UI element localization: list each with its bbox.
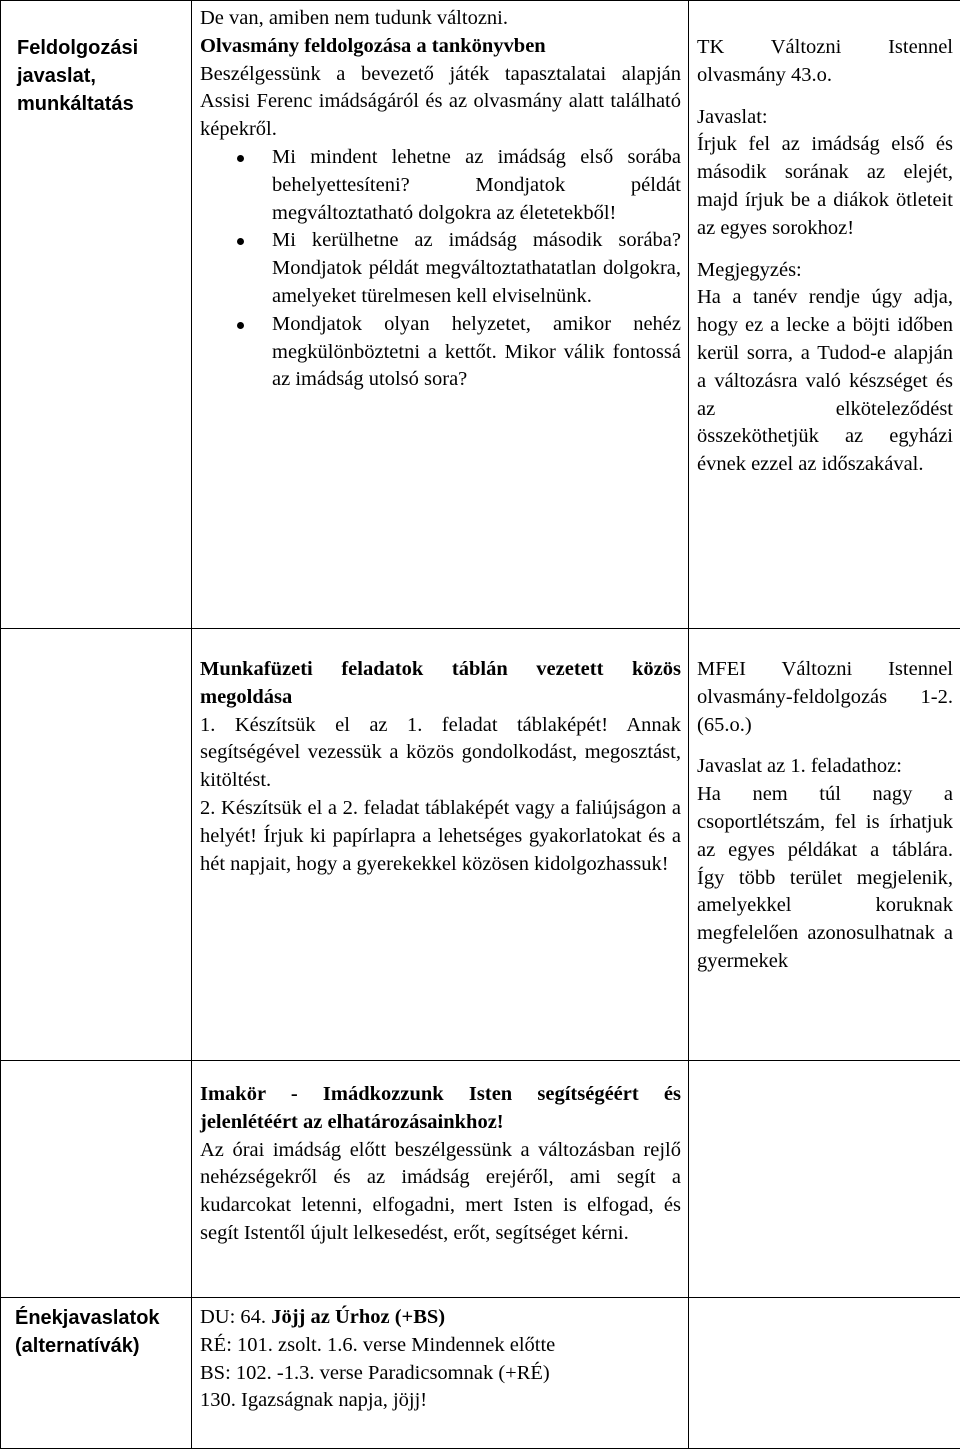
notes-cell — [689, 1298, 960, 1449]
textbook-reference: TK Változni Istennel olvasmány 43.o. — [697, 36, 953, 86]
task-item-2: 2. Készítsük el a 2. feladat táblaképét vagy a faliújságon a helyét! Írjuk ki papírlapra a lehetséges gyakorlatokat és a hét napjait, hogy a gyerekekkel közösen kidolgozhassuk! — [200, 796, 681, 875]
intro-paragraph: Beszélgessünk a bevezető játék tapasztalatai alapján Assisi Ferenc imádságáról és az olvasmány alatt található képekről. — [200, 62, 681, 141]
content-cell — [192, 1061, 689, 1298]
row-label-feldolgozas: Feldolgozási javaslat, munkáltatás — [17, 37, 139, 115]
row-imakor — [1, 1061, 960, 1298]
song-list — [192, 1298, 688, 1415]
megjegyzes-text: Ha a tanév rendje úgy adja, hogy ez a lecke a böjti időben kerül sorra, a Tudod-e alapján a változásra való készséget és az elköteleződést összeköthetjük az egyházi évnek ezzel az időszakával. — [697, 286, 953, 476]
label-cell — [1, 1298, 192, 1449]
row-label-enekjavaslatok: Énekjavaslatok (alternatívák) — [15, 1307, 160, 1357]
list-item: Mi mindent lehetne az imádság első sorába behelyettesíteni? Mondjatok példát megváltoztatható dolgokra az életetekből! — [272, 144, 681, 227]
content-cell — [192, 1, 689, 629]
question-list — [200, 144, 681, 394]
row-feldolgozas — [1, 1, 960, 629]
javaslat-text: Írjuk fel az imádság első és második sorának az elejét, majd írjuk be a diákok ötleteit az egyes sorokhoz! — [697, 133, 953, 239]
notes-cell — [689, 1, 960, 629]
row-enekjavaslatok — [1, 1298, 960, 1449]
javaslat-text: Ha nem túl nagy a csoportlétszám, fel is írhatjuk az egyes példákat a táblára. Így több terület megjelenik, amelyekkel koruknak megfelelően azonosulhatnak a gyermekek — [697, 783, 953, 972]
song-item: DU: 64. Jöjj az Úrhoz (+BS) — [200, 1306, 446, 1328]
megjegyzes-label: Megjegyzés: — [697, 258, 802, 281]
task-item-1: 1. Készítsük el az 1. feladat táblaképét! Annak segítségével vezessük a közös gondolkodást, megosztást, kitöltést. — [200, 713, 681, 792]
label-cell — [1, 1, 192, 629]
list-item: Mondjatok olyan helyzetet, amikor nehéz megkülönböztetni a kettőt. Mikor válik fontossá az imádság utolsó sora? — [272, 311, 681, 394]
javaslat-label: Javaslat az 1. feladathoz: — [697, 755, 902, 778]
bullet-icon — [237, 322, 244, 329]
section-heading: Olvasmány feldolgozása a tankönyvben — [200, 34, 546, 57]
notes-cell — [689, 629, 960, 1061]
notes-cell — [689, 1061, 960, 1298]
row-munkafuzet — [1, 629, 960, 1061]
song-item: BS: 102. -1.3. verse Paradicsomnak (+RÉ) — [200, 1361, 550, 1384]
workbook-reference: MFEI Változni Istennel olvasmány-feldolgozás 1-2. (65.o.) — [697, 658, 953, 736]
section-heading: Munkafüzeti feladatok táblán vezetett közös megoldása — [200, 658, 681, 708]
section-heading: Imakör - Imádkozzunk Isten segítségéért és jelenlétéért az elhatározásainkhoz! — [200, 1083, 681, 1133]
list-item: Mi kerülhetne az imádság második sorába? Mondjatok példát megváltoztathatatlan dolgokra, amelyeket türelmesen kell elviselnünk. — [272, 227, 681, 310]
intro-line: De van, amiben nem tudunk változni. — [200, 7, 508, 29]
prayer-paragraph: Az órai imádság előtt beszélgessünk a változásban rejlő nehézségekről és az imádság erejéről, ami segít a kudarcokat letenni, elfogadni, mert Isten is elfogad, és segít Istentől újult lelkesedést, erőt, segítséget kérni. — [200, 1138, 681, 1244]
bullet-icon — [237, 155, 244, 162]
content-cell — [192, 1298, 689, 1449]
label-cell — [1, 629, 192, 1061]
bullet-icon — [237, 238, 244, 245]
song-item: RÉ: 101. zsolt. 1.6. verse Mindennek előtte — [200, 1333, 556, 1356]
content-cell — [192, 629, 689, 1061]
javaslat-label: Javaslat: — [697, 105, 768, 128]
song-item: 130. Igazságnak napja, jöjj! — [200, 1389, 428, 1412]
label-cell — [1, 1061, 192, 1298]
